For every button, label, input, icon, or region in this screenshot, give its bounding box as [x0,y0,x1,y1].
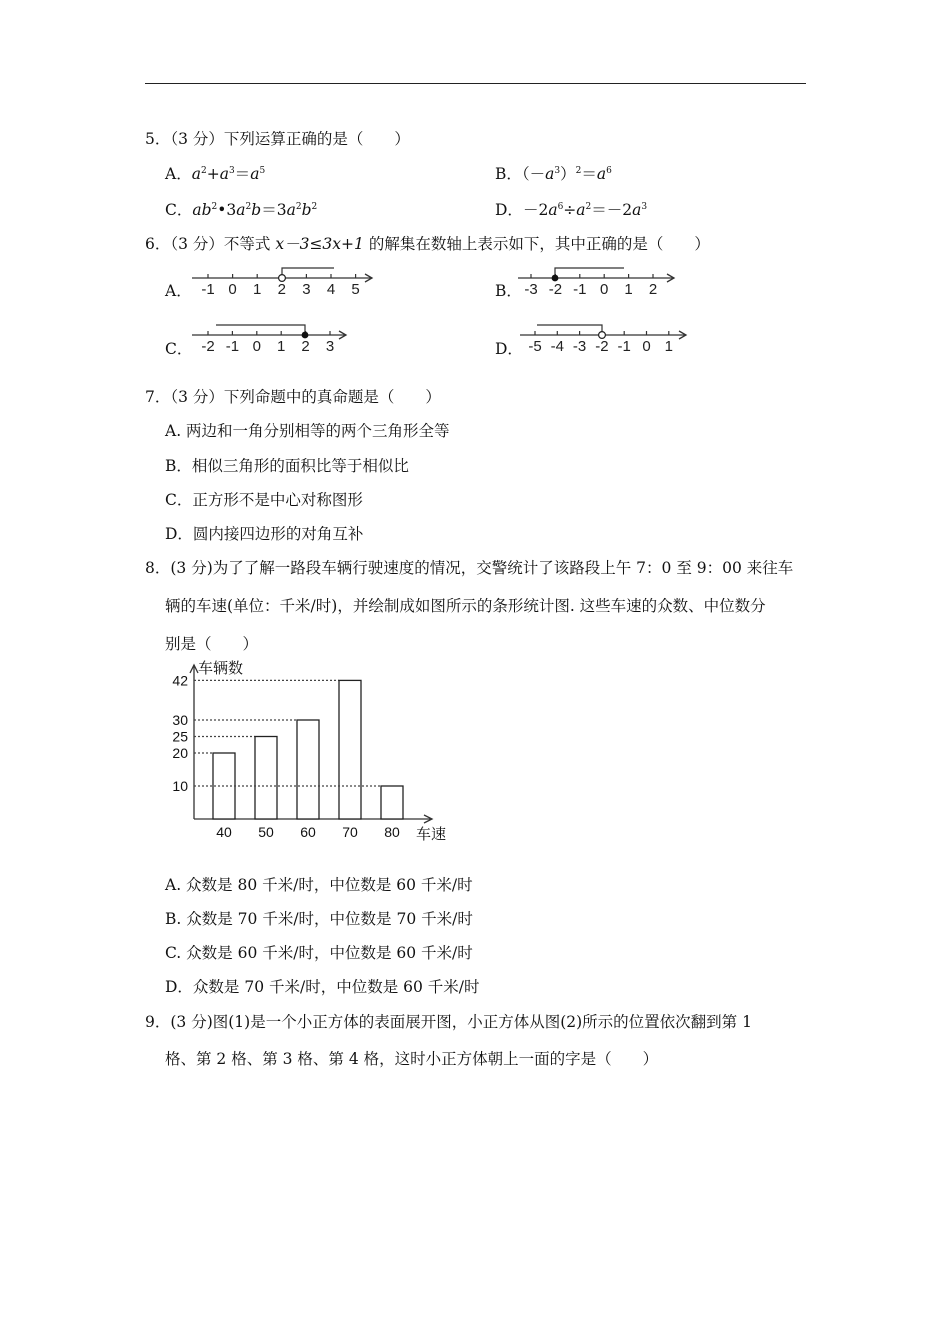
bar [381,786,403,819]
q8-stem-line3: 别是（ ） [165,635,259,653]
q8-stem-line2: 辆的车速(单位：千米/时)，并绘制成如图所示的条形统计图. 这些车速的众数、中位数分 [165,597,766,615]
q6-numberline-a [192,264,377,298]
tick-label: 2 [301,338,310,355]
q8-option-c[interactable]: C. 众数是 60 千米/时，中位数是 60 千米/时 [165,944,473,962]
q5-option-c[interactable]: C．$ab^2•3a^2b=3a^2b^2$ [165,201,318,219]
q8-option-a[interactable]: A. 众数是 80 千米/时，中位数是 60 千米/时 [165,876,473,894]
q7-option-d[interactable]: D．圆内接四边形的对角互补 [165,525,364,543]
q6-numberline-c [192,321,352,355]
q5-option-a[interactable]: A．$a^2+a^3=a^5$ [165,165,266,183]
q6-numberline-b [518,264,680,298]
option-label: B． [495,165,522,183]
q7-option-b[interactable]: B．相似三角形的面积比等于相似比 [165,457,409,475]
tick-label: -3 [572,338,587,355]
y-tick-label: 20 [172,745,188,761]
q6-option-b-label[interactable]: B． [495,282,522,300]
x-tick-label: 50 [258,824,274,840]
tick-label: -1 [617,338,631,355]
y-tick-label: 10 [172,778,188,794]
tick-label: -4 [550,338,564,355]
tick-label: 1 [253,281,262,298]
x-tick-label: 80 [384,824,400,840]
q7-option-a[interactable]: A. 两边和一角分别相等的两个三角形全等 [165,422,450,440]
q6-option-a-label[interactable]: A． [165,282,192,300]
option-label: A． [165,165,192,183]
speed-bar-chart [160,655,460,845]
tick-label: 1 [624,281,633,298]
q9-stem-line2: 格、第 2 格、第 3 格、第 4 格，这时小正方体朝上一面的字是（ ） [165,1050,659,1068]
tick-label: -1 [225,338,240,355]
bar [339,680,361,819]
tick-label: -2 [201,338,215,355]
tick-label: -5 [528,338,542,355]
tick-label: 0 [252,338,261,355]
tick-label: 4 [326,281,336,298]
q8-stem-line1: 8．(3 分)为了了解一路段车辆行驶速度的情况，交警统计了该路段上午 7：0 至 9：00 来往车 [145,559,794,577]
q5-stem: 5．（3 分）下列运算正确的是（ ） [145,130,410,148]
x-tick-label: 40 [216,824,232,840]
q6-option-c-label[interactable]: C． [165,340,193,358]
q6-numberline-d [520,321,692,355]
q6-option-d-label[interactable]: D． [495,340,523,358]
q7-stem: 7．（3 分）下列命题中的真命题是（ ） [145,388,441,406]
q5-option-b[interactable]: B．$(-a^3)^2=a^6$ [495,165,612,183]
y-tick-label: 42 [172,672,188,689]
option-label: C． [165,201,193,219]
tick-label: -2 [595,338,609,355]
tick-label: -3 [524,281,538,298]
q8-option-d[interactable]: D．众数是 70 千米/时，中位数是 60 千米/时 [165,978,480,996]
bar [297,720,319,819]
q5-option-d[interactable]: D．$-2a^6\div a^2=-2a^3$ [495,201,648,219]
tick-label: 3 [325,338,335,355]
header-rule [145,83,806,84]
tick-label: 1 [664,338,673,355]
x-tick-label: 60 [300,824,316,840]
tick-label: 5 [351,281,360,298]
tick-label: 0 [228,281,237,298]
y-axis-label: 车辆数 [198,660,244,677]
tick-label: 3 [302,281,311,298]
tick-label: 0 [600,281,609,298]
q6-stem: 6．（3 分）不等式 x－3≤3x+1 的解集在数轴上表示如下，其中正确的是（ ） [145,235,710,253]
tick-label: -1 [573,281,587,298]
x-axis-label: 车速 [416,826,447,843]
tick-label: -2 [548,281,563,298]
q8-option-b[interactable]: B. 众数是 70 千米/时，中位数是 70 千米/时 [165,910,473,928]
q7-option-c[interactable]: C．正方形不是中心对称图形 [165,491,363,509]
tick-label: 2 [277,281,286,298]
y-tick-label: 25 [172,728,188,745]
tick-label: -1 [201,281,215,298]
tick-label: 2 [648,281,658,298]
y-tick-label: 30 [172,712,188,728]
tick-label: 0 [642,338,651,355]
option-label: D． [495,201,523,219]
tick-label: 1 [277,338,286,355]
bar [255,737,277,820]
x-tick-label: 70 [342,824,358,840]
q9-stem-line1: 9．(3 分)图(1)是一个小正方体的表面展开图，小正方体从图(2)所示的位置依次翻到第 1 [145,1013,752,1031]
